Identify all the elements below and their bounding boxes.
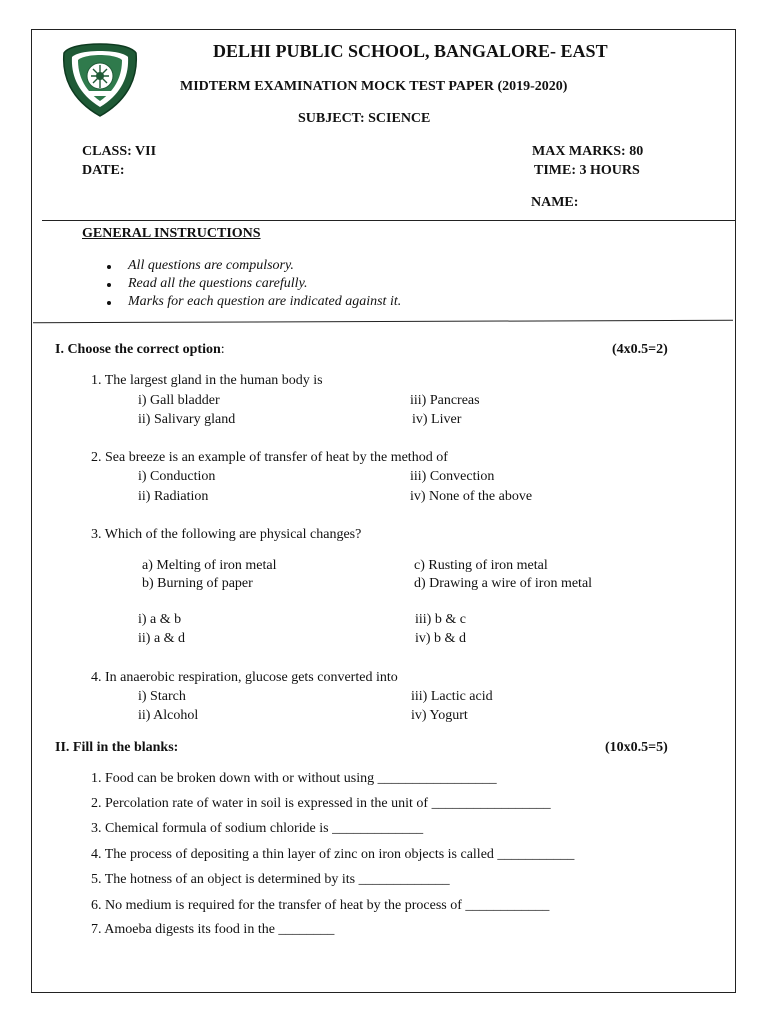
- q3-option-ii: ii) a & d: [138, 631, 186, 646]
- exam-title: MIDTERM EXAMINATION MOCK TEST PAPER (2019-2020): [180, 79, 568, 94]
- q3-statement-a: a) Melting of iron metal: [142, 558, 277, 573]
- header-divider: [42, 220, 736, 221]
- q2-option-ii: ii) Radiation: [138, 489, 209, 504]
- bullet-icon: [107, 301, 111, 305]
- q2-option-iv: iv) None of the above: [410, 489, 533, 504]
- q3-option-i: i) a & b: [138, 612, 182, 627]
- q3-statement-d: d) Drawing a wire of iron metal: [414, 576, 593, 591]
- q1-option-i: i) Gall bladder: [138, 393, 220, 408]
- q2-option-iii: iii) Convection: [410, 469, 495, 484]
- subject-title: SUBJECT: SCIENCE: [298, 111, 431, 126]
- instruction-item: All questions are compulsory.: [128, 258, 294, 273]
- q1-option-iii: iii) Pancreas: [410, 393, 480, 408]
- class-label: CLASS: VII: [82, 144, 157, 159]
- q3-statement-b: b) Burning of paper: [142, 576, 253, 591]
- date-label: DATE:: [82, 163, 125, 178]
- section1-title: I. Choose the correct option:: [55, 342, 225, 357]
- time-label: TIME: 3 HOURS: [534, 163, 640, 178]
- bullet-icon: [107, 283, 111, 287]
- blank-item: 6. No medium is required for the transfer of heat by the process of ____________: [91, 898, 550, 913]
- section2-marks: (10x0.5=5): [605, 740, 668, 755]
- q4-option-i: i) Starch: [138, 689, 186, 704]
- school-logo-icon: [60, 41, 140, 119]
- blank-item: 4. The process of depositing a thin layer of zinc on iron objects is called ___________: [91, 847, 575, 862]
- q4-option-iv: iv) Yogurt: [411, 708, 468, 723]
- q3-option-iii: iii) b & c: [415, 612, 466, 627]
- section2-title: II. Fill in the blanks:: [55, 740, 179, 755]
- instruction-item: Read all the questions carefully.: [128, 276, 308, 291]
- blank-item: 3. Chemical formula of sodium chloride is _____________: [91, 821, 424, 836]
- q1-option-ii: ii) Salivary gland: [138, 412, 236, 427]
- school-name: DELHI PUBLIC SCHOOL, BANGALORE- EAST: [213, 41, 608, 61]
- max-marks-label: MAX MARKS: 80: [532, 144, 644, 159]
- blank-item: 5. The hotness of an object is determined by its _____________: [91, 872, 450, 887]
- q4-option-iii: iii) Lactic acid: [411, 689, 493, 704]
- q3-statement-c: c) Rusting of iron metal: [414, 558, 548, 573]
- q3-option-iv: iv) b & d: [415, 631, 466, 646]
- question-2: 2. Sea breeze is an example of transfer of heat by the method of: [91, 450, 448, 465]
- q4-option-ii: ii) Alcohol: [138, 708, 199, 723]
- q1-option-iv: iv) Liver: [412, 412, 462, 427]
- instructions-title: GENERAL INSTRUCTIONS: [82, 226, 261, 241]
- instruction-item: Marks for each question are indicated against it.: [128, 294, 402, 309]
- bullet-icon: [107, 265, 111, 269]
- question-4: 4. In anaerobic respiration, glucose gets converted into: [91, 670, 398, 685]
- blank-item: 7. Amoeba digests its food in the ________: [91, 922, 335, 937]
- question-3: 3. Which of the following are physical changes?: [91, 527, 362, 542]
- name-label: NAME:: [531, 195, 579, 210]
- blank-item: 1. Food can be broken down with or without using _________________: [91, 771, 497, 786]
- blank-item: 2. Percolation rate of water in soil is expressed in the unit of _________________: [91, 796, 551, 811]
- question-1: 1. The largest gland in the human body is: [91, 373, 323, 388]
- q2-option-i: i) Conduction: [138, 469, 216, 484]
- section1-marks: (4x0.5=2): [612, 342, 668, 357]
